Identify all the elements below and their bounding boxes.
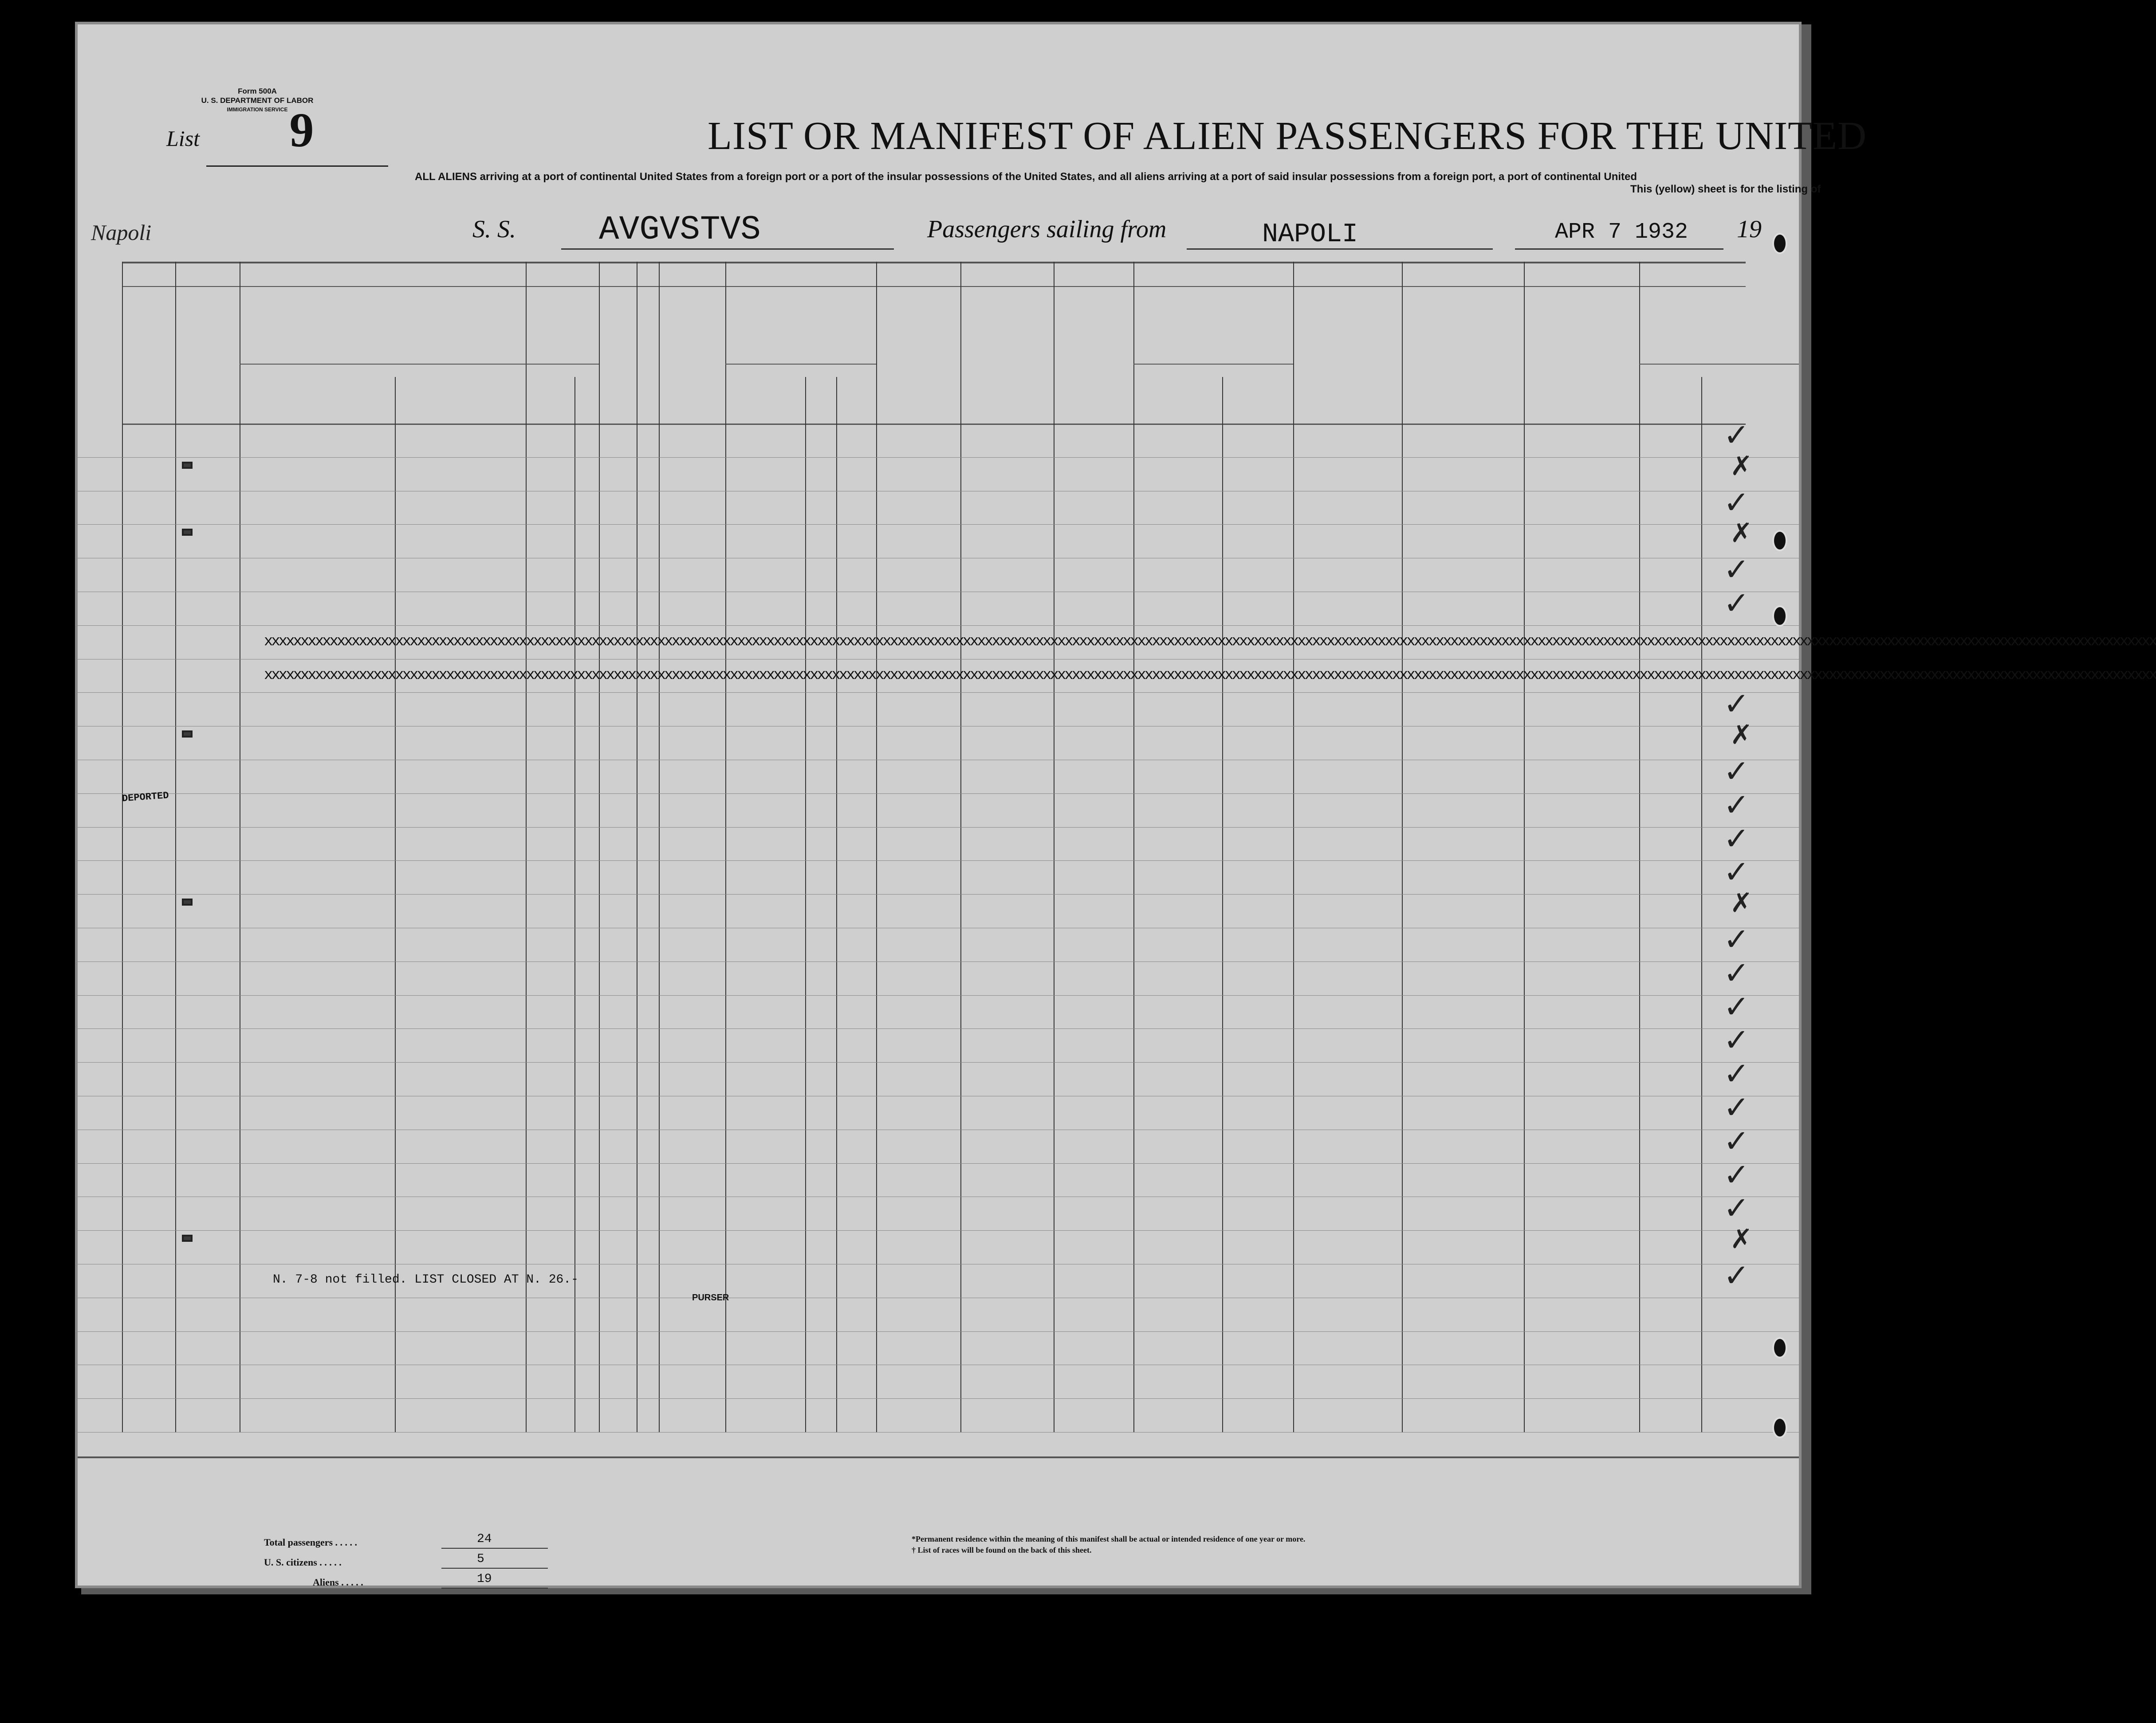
list-number: 9 bbox=[289, 103, 314, 157]
column-divider bbox=[1133, 262, 1134, 1432]
crossed-out-row: xxxxxxxxxxxxxxxxxxxxxxxxxxxxxxxxxxxxxxxxxxxxxxxxxxxxxxxxxxxxxxxxxxxxxxxxxxxxxxxxxxxxxxxxxxxxxxxxxxxxxxxxxxxxxxxxxxxxxxxxxxxxxxxxxxxxxxxxxxxxxxxxxxxxxxxxxxxxxxxxxxxxxxxxxxxxxxxxxxxxxxxxxxxxxxxxxxxxxxxxxxxxxxxxxxxxxxxxxxxxxxxxxxxxxxxxxxxxxxxxxxxxxxxxxxxxxxxxxxxx bbox=[264, 667, 2156, 684]
check-mark-icon: ✓ bbox=[1723, 988, 1750, 1025]
row-divider bbox=[78, 625, 1799, 626]
column-divider bbox=[599, 262, 600, 1432]
check-mark-icon: ✓ bbox=[1723, 484, 1750, 521]
us-citizen-stamp bbox=[182, 1235, 193, 1242]
row-divider bbox=[78, 457, 1799, 458]
us-line bbox=[441, 1568, 548, 1569]
check-mark-icon: ✓ bbox=[1723, 1022, 1750, 1059]
cross-mark-icon: ✗ bbox=[1730, 1224, 1753, 1255]
column-divider bbox=[1524, 262, 1525, 1432]
us-citizens-label: U. S. citizens . . . . . bbox=[264, 1557, 342, 1568]
column-divider bbox=[876, 262, 877, 1432]
row-divider bbox=[78, 1230, 1799, 1231]
row-divider bbox=[78, 894, 1799, 895]
page-title: LIST OR MANIFEST OF ALIEN PASSENGERS FOR THE UNITED bbox=[708, 114, 1867, 158]
crossed-out-row: xxxxxxxxxxxxxxxxxxxxxxxxxxxxxxxxxxxxxxxxxxxxxxxxxxxxxxxxxxxxxxxxxxxxxxxxxxxxxxxxxxxxxxxxxxxxxxxxxxxxxxxxxxxxxxxxxxxxxxxxxxxxxxxxxxxxxxxxxxxxxxxxxxxxxxxxxxxxxxxxxxxxxxxxxxxxxxxxxxxxxxxxxxxxxxxxxxxxxxxxxxxxxxxxxxxxxxxxxxxxxxxxxxxxxxxxxxxxxxxxxxxxxxxxxxxxxxxxxxxx bbox=[264, 633, 2156, 650]
check-mark-icon: ✓ bbox=[1723, 820, 1750, 857]
port-underline bbox=[1187, 248, 1493, 250]
check-mark-icon: ✓ bbox=[1723, 786, 1750, 823]
total-passengers-label: Total passengers . . . . . bbox=[264, 1537, 358, 1548]
age-sub-divider bbox=[526, 364, 599, 365]
column-divider bbox=[836, 377, 837, 1432]
port-name: NAPOLI bbox=[1262, 220, 1358, 250]
table-top-border bbox=[122, 262, 1746, 263]
footnote-residence: *Permanent residence within the meaning of this manifest shall be actual or intended residence of one year or more. bbox=[912, 1535, 1306, 1543]
row-divider bbox=[78, 1163, 1799, 1164]
row-divider bbox=[78, 793, 1799, 794]
ss-label: S. S. bbox=[472, 216, 516, 243]
check-mark-icon: ✓ bbox=[1723, 1156, 1750, 1193]
aliens-value: 19 bbox=[477, 1572, 492, 1586]
check-mark-icon: ✓ bbox=[1723, 1089, 1750, 1126]
binder-hole bbox=[1772, 530, 1787, 551]
column-divider bbox=[960, 262, 961, 1432]
check-mark-icon: ✓ bbox=[1723, 921, 1750, 958]
us-citizen-stamp bbox=[182, 730, 193, 738]
handwritten-port: Napoli bbox=[91, 220, 152, 245]
cross-mark-icon: ✗ bbox=[1730, 450, 1753, 482]
check-mark-icon: ✓ bbox=[1723, 1056, 1750, 1092]
us-citizens-value: 5 bbox=[477, 1552, 484, 1566]
column-divider bbox=[725, 262, 726, 1432]
column-divider bbox=[1701, 377, 1702, 1432]
footnote-races: † List of races will be found on the back of this sheet. bbox=[912, 1546, 1092, 1554]
column-divider bbox=[1222, 377, 1223, 1432]
column-divider bbox=[659, 262, 660, 1432]
check-mark-icon: ✓ bbox=[1723, 1190, 1750, 1227]
row-divider bbox=[78, 827, 1799, 828]
binder-hole bbox=[1772, 605, 1787, 627]
check-mark-icon: ✓ bbox=[1723, 1257, 1750, 1294]
footer-top-border bbox=[78, 1456, 1799, 1458]
closed-note: N. 7-8 not filled. LIST CLOSED AT N. 26.- bbox=[273, 1273, 578, 1287]
us-citizen-stamp bbox=[182, 899, 193, 906]
deported-mark: DEPORTED bbox=[122, 790, 169, 805]
binder-hole bbox=[1772, 1417, 1787, 1438]
row-divider bbox=[78, 692, 1799, 693]
row-divider bbox=[78, 1432, 1799, 1433]
form-number: Form 500A bbox=[238, 87, 277, 95]
manifest-sheet bbox=[78, 24, 2156, 1588]
column-divider bbox=[1402, 262, 1403, 1432]
binder-hole bbox=[1772, 1337, 1787, 1358]
total-line bbox=[441, 1548, 548, 1549]
year-suffix: 19 bbox=[1737, 216, 1762, 243]
us-citizen-stamp bbox=[182, 529, 193, 536]
check-mark-icon: ✓ bbox=[1723, 585, 1750, 621]
birth-sub-divider bbox=[1133, 364, 1293, 365]
us-citizen-stamp bbox=[182, 462, 193, 469]
row-divider bbox=[78, 860, 1799, 861]
check-mark-icon: ✓ bbox=[1723, 1123, 1750, 1159]
column-divider bbox=[1639, 262, 1640, 1432]
name-sub-divider bbox=[240, 364, 526, 365]
row-divider bbox=[78, 995, 1799, 996]
aliens-label: Aliens . . . . . bbox=[313, 1577, 363, 1588]
total-passengers-value: 24 bbox=[477, 1532, 492, 1546]
column-divider bbox=[122, 262, 123, 1432]
row-divider bbox=[78, 524, 1799, 525]
res-sub-divider bbox=[1639, 364, 1799, 365]
column-number-divider bbox=[122, 286, 1746, 287]
ship-name: AVGVSTVS bbox=[599, 211, 761, 249]
check-mark-icon: ✓ bbox=[1723, 954, 1750, 991]
sailing-date: APR 7 1932 bbox=[1555, 220, 1688, 245]
row-divider bbox=[78, 1028, 1799, 1029]
list-underline bbox=[206, 165, 388, 167]
row-divider bbox=[78, 1398, 1799, 1399]
check-mark-icon: ✓ bbox=[1723, 686, 1750, 722]
cross-mark-icon: ✗ bbox=[1730, 518, 1753, 549]
cross-mark-icon: ✗ bbox=[1730, 719, 1753, 751]
header-bottom-border bbox=[122, 424, 1746, 425]
department: U. S. DEPARTMENT OF LABOR bbox=[201, 96, 314, 105]
subtitle-sheet: This (yellow) sheet is for the listing of bbox=[1630, 183, 1821, 195]
cross-mark-icon: ✗ bbox=[1730, 887, 1753, 919]
column-divider bbox=[1293, 262, 1294, 1432]
binder-hole bbox=[1772, 233, 1787, 254]
purser-label: PURSER bbox=[692, 1293, 729, 1303]
sailing-label: Passengers sailing from bbox=[927, 216, 1167, 243]
aliens-line bbox=[441, 1588, 548, 1589]
list-label: List bbox=[166, 126, 200, 151]
check-mark-icon: ✓ bbox=[1723, 854, 1750, 891]
column-divider bbox=[175, 262, 176, 1432]
service: IMMIGRATION SERVICE bbox=[227, 106, 288, 113]
row-divider bbox=[78, 1062, 1799, 1063]
subtitle: ALL ALIENS arriving at a port of continental United States from a foreign port or a port of the insular possessions of the United States, and all aliens arriving at a port of said insular possessions from a foreign port, a port of continental United bbox=[415, 171, 1637, 183]
check-mark-icon: ✓ bbox=[1723, 417, 1750, 453]
check-mark-icon: ✓ bbox=[1723, 753, 1750, 789]
date-underline bbox=[1515, 248, 1723, 250]
check-mark-icon: ✓ bbox=[1723, 551, 1750, 588]
column-divider bbox=[805, 377, 806, 1432]
able-sub-divider bbox=[725, 364, 876, 365]
row-divider bbox=[78, 1331, 1799, 1332]
ship-underline bbox=[561, 248, 894, 250]
column-divider bbox=[526, 262, 527, 1432]
